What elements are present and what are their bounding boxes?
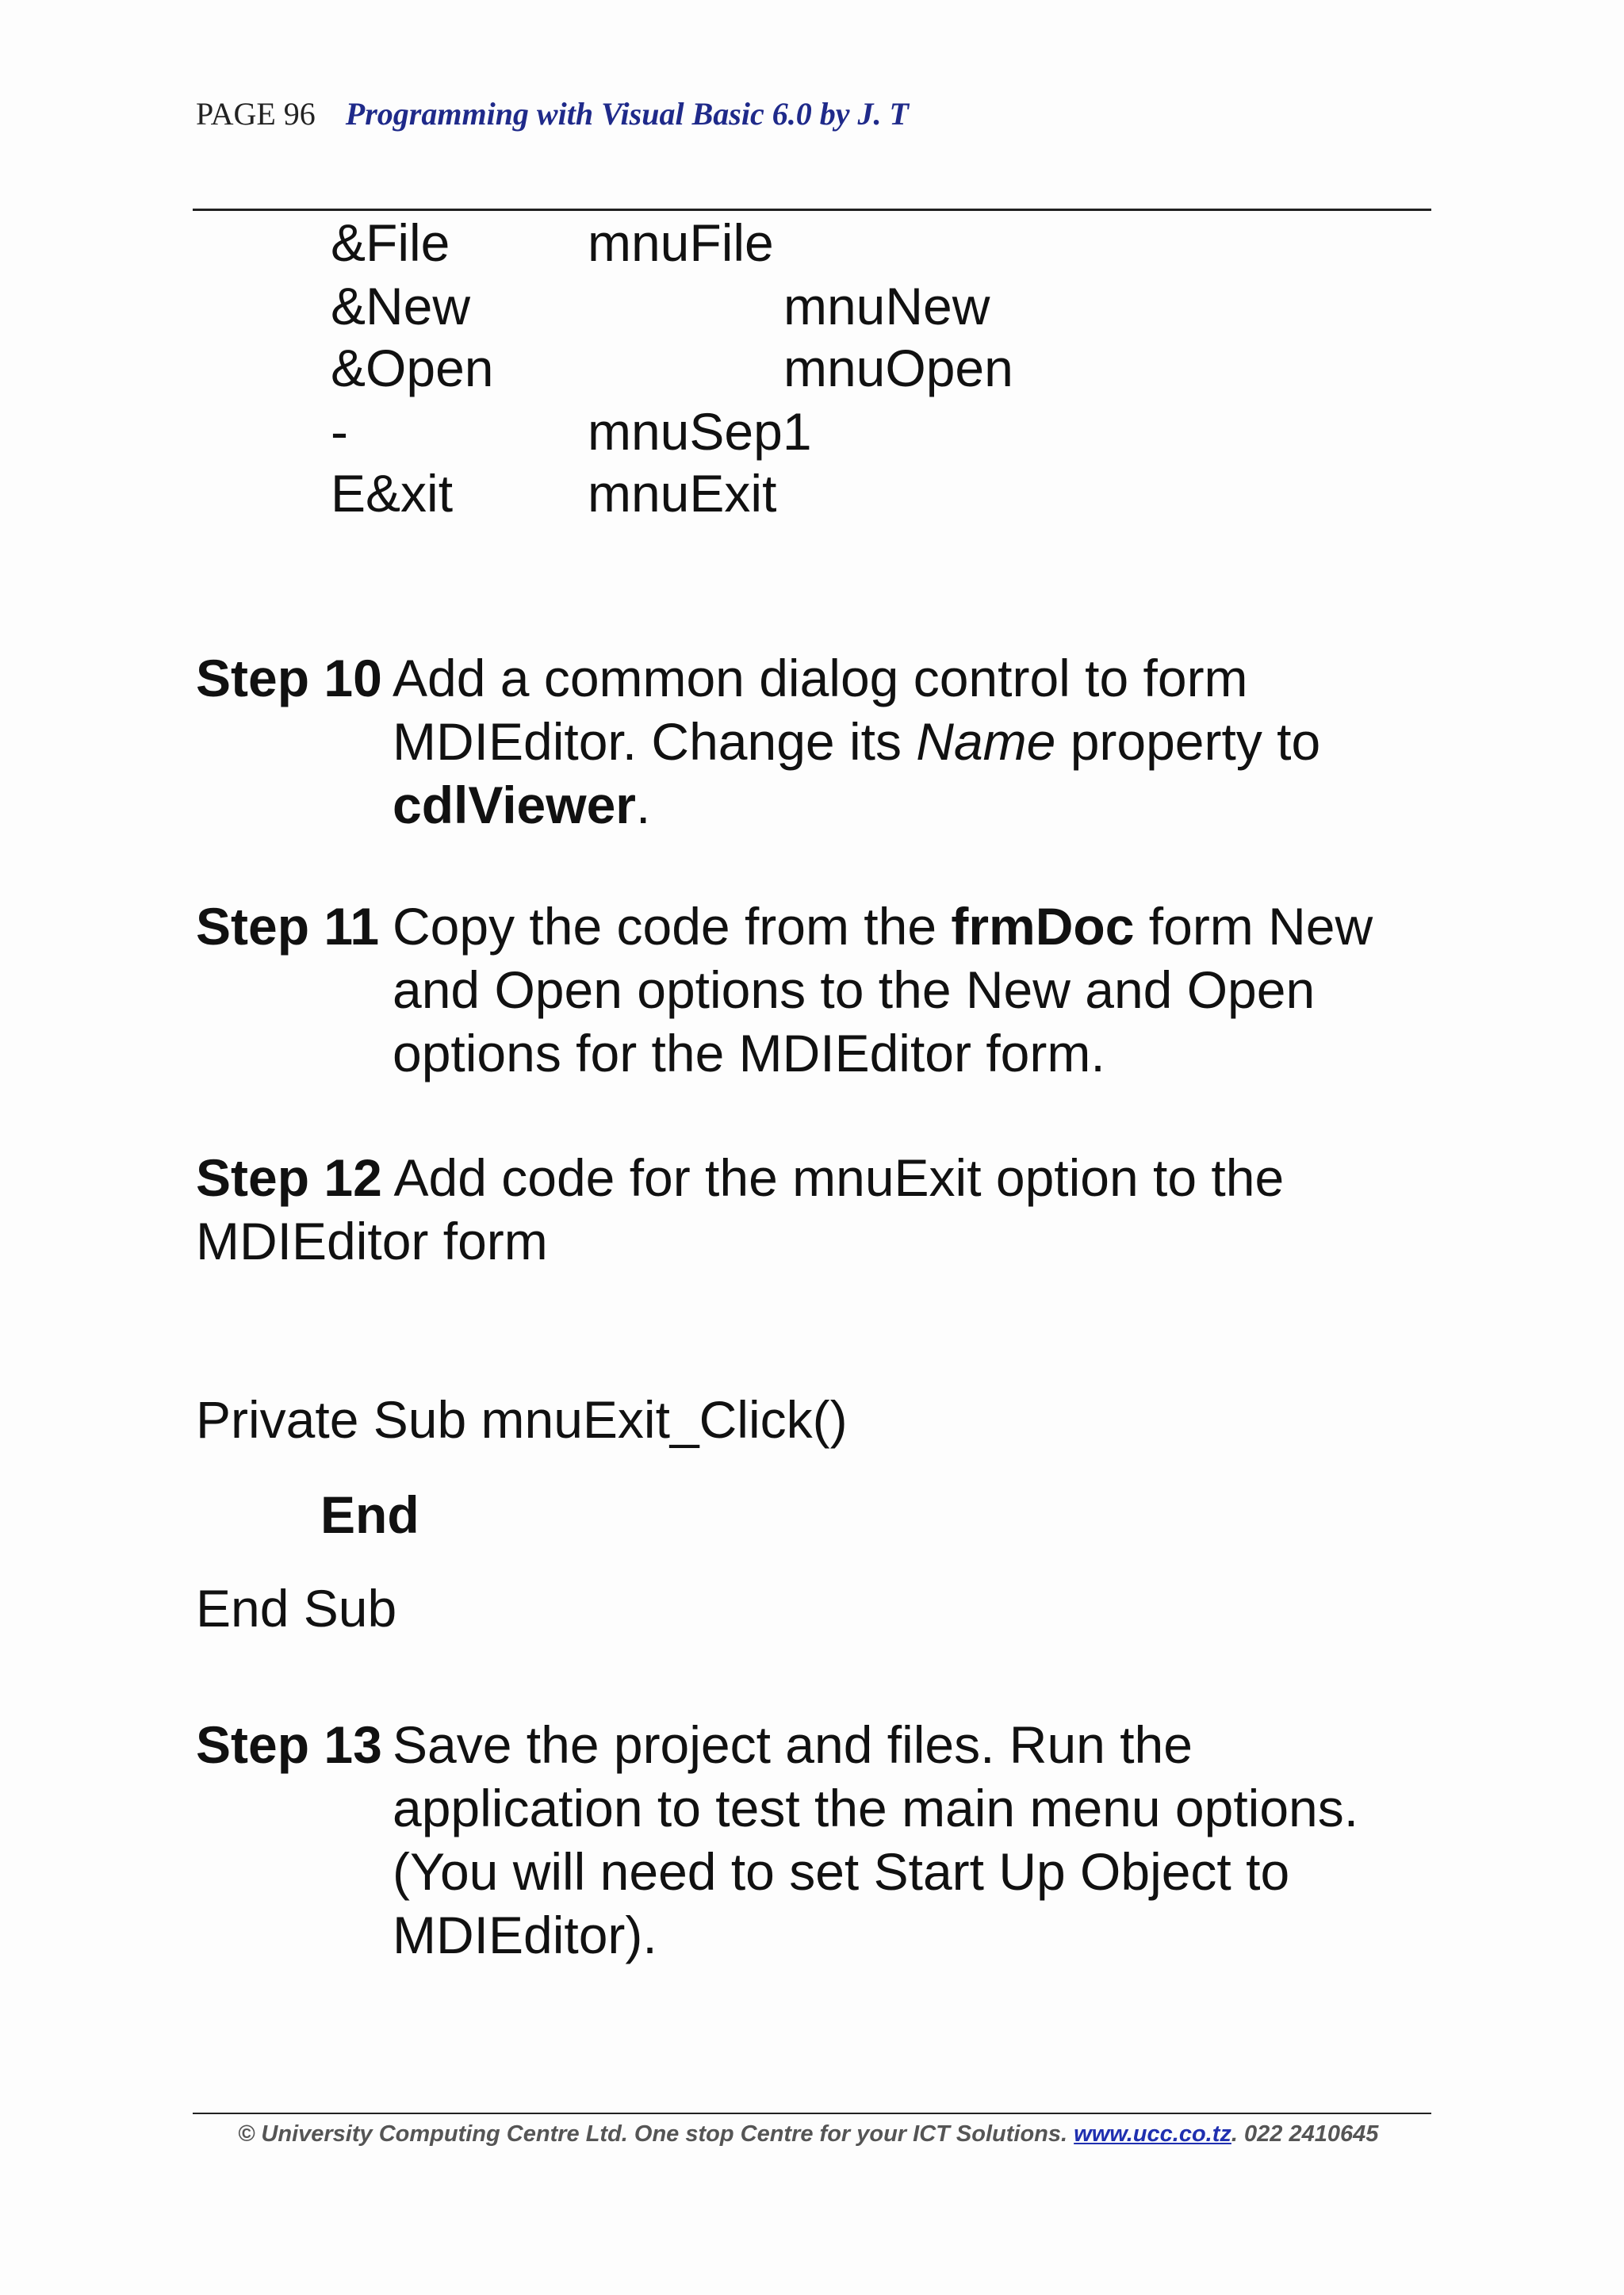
step-label: Step 10 (196, 649, 382, 707)
step-text (393, 1713, 1358, 1967)
step-12 (196, 1146, 1284, 1273)
step-text (393, 646, 1320, 837)
step-label: Step 13 (196, 1715, 382, 1774)
step-line: (You will need to set Start Up Object to (393, 1842, 1290, 1901)
menu-name-exit: mnuExit (588, 464, 777, 523)
code-line-1: Private Sub mnuExit_Click() (196, 1390, 848, 1449)
step-line: MDIEditor. Change its Name property to (393, 712, 1321, 771)
code-line-3: End Sub (196, 1579, 397, 1638)
step-line: Step 12 Add code for the mnuExit option to the (196, 1148, 1285, 1207)
step-line: options for the MDIEditor form. (393, 1024, 1105, 1082)
step-label: Step 12 (196, 1148, 382, 1207)
footer-phone: . 022 2410645 (1231, 2121, 1379, 2147)
step-line: Save the project and files. Run the (393, 1715, 1193, 1774)
menu-name-separator: mnuSep1 (588, 402, 812, 461)
page-number: PAGE 96 (196, 96, 316, 132)
page-footer (238, 2121, 1378, 2147)
menu-name-open: mnuOpen (783, 339, 1013, 397)
control-name: cdlViewer (393, 776, 636, 834)
menu-caption-new: &New (331, 277, 471, 335)
code-line-2: End (320, 1485, 419, 1544)
step-line: MDIEditor form (196, 1212, 548, 1270)
step-line: cdlViewer. (393, 776, 651, 834)
step-line: application to test the main menu options. (393, 1779, 1359, 1837)
step-line: and Open options to the New and Open (393, 960, 1316, 1019)
footer-link[interactable]: www.ucc.co.tz (1074, 2121, 1231, 2147)
step-text (393, 895, 1373, 1085)
menu-caption-file: &File (331, 213, 450, 272)
form-name: frmDoc (951, 897, 1135, 956)
step-line: Copy the code from the frmDoc form New (393, 897, 1373, 956)
page-header (196, 95, 909, 132)
menu-caption-separator: - (331, 402, 348, 461)
menu-caption-exit: E&xit (331, 464, 454, 523)
header-rule (193, 209, 1431, 211)
footer-rule (193, 2113, 1431, 2114)
menu-name-new: mnuNew (783, 277, 990, 335)
property-name: Name (916, 712, 1056, 771)
book-title: Programming with Visual Basic 6.0 by J. T (345, 96, 909, 132)
step-line: MDIEditor). (393, 1906, 657, 1964)
menu-name-file: mnuFile (588, 213, 774, 272)
footer-text: © University Computing Centre Ltd. One stop Centre for your ICT Solutions. (238, 2121, 1074, 2147)
menu-caption-open: &Open (331, 339, 494, 397)
step-label: Step 11 (196, 897, 380, 956)
step-line: Add a common dialog control to form (393, 649, 1248, 707)
